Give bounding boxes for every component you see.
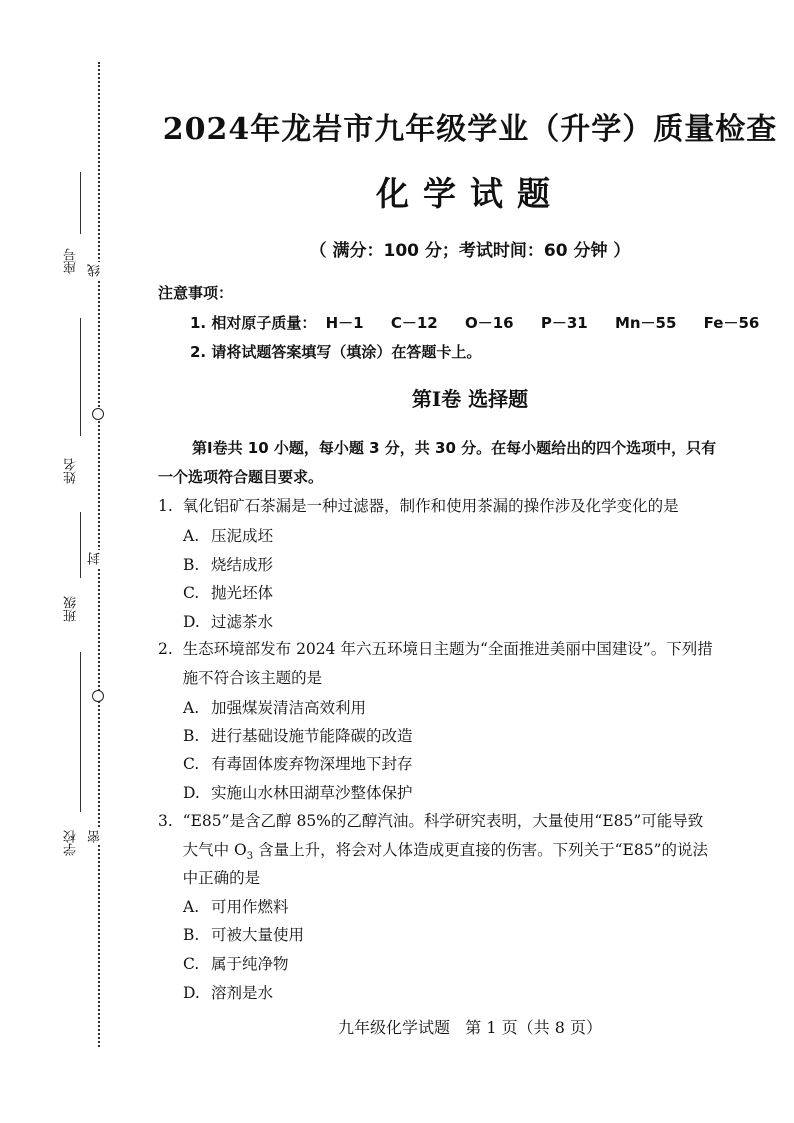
section-intro-line-2: 一个选项符合题目要求。	[158, 468, 324, 486]
seal-secret-char: 密	[88, 830, 103, 843]
page-footer: 九年级化学试题 第 1 页（共 8 页）	[338, 1018, 602, 1037]
section-intro-line-1: 第Ⅰ卷共 10 小题，每小题 3 分，共 30 分。在每小题给出的四个选项中，只有	[192, 439, 717, 457]
notice-heading: 注意事项：	[158, 284, 234, 302]
question-3-option-b: B. 可被大量使用	[183, 926, 305, 944]
atom-mass: H－1	[325, 314, 364, 332]
binding-circle-mark	[92, 408, 104, 420]
question-1-option-a: A. 压泥成坯	[183, 527, 274, 545]
atom-mass: Mn－55	[614, 314, 677, 332]
school-label: 学校	[64, 830, 79, 856]
question-3-option-d: D. 溶剂是水	[183, 984, 274, 1002]
question-1-option-d: D. 过滤茶水	[183, 613, 274, 631]
question-3-option-a: A. 可用作燃料	[183, 898, 289, 916]
seal-seal-char: 封	[88, 552, 103, 565]
name-label: 姓名	[64, 458, 79, 484]
seat-label: 座号	[64, 248, 79, 274]
class-fill-line	[80, 512, 81, 578]
question-3-stem-line-2: 大气中 $O_3$ 含量上升，将会对人体造成更直接的伤害。下列关于“E85”的说法	[158, 841, 708, 863]
question-2-option-a: A. 加强煤炭清洁高效利用	[183, 699, 367, 717]
atom-mass: C－12	[390, 314, 438, 332]
question-2-option-b: B. 进行基础设施节能降碳的改造	[183, 727, 413, 745]
question-1-option-c: C. 抛光坯体	[183, 584, 274, 602]
question-2-option-d: D. 实施山水林田湖草沙整体保护	[183, 784, 413, 802]
seal-line-char: 线	[88, 264, 103, 277]
notice-item-1	[190, 312, 781, 333]
class-label: 班级	[64, 596, 79, 622]
question-1-stem: 1. 氧化铝矿石茶漏是一种过滤器，制作和使用茶漏的操作涉及化学变化的是	[158, 497, 679, 515]
exam-title: 2024年龙岩市九年级学业（升学）质量检查	[162, 112, 778, 147]
question-2-option-c: C. 有毒固体废弃物深埋地下封存	[183, 755, 413, 773]
atom-mass: P－31	[540, 314, 588, 332]
section-title: 第Ⅰ卷 选择题	[411, 387, 529, 411]
subject-title: 化学试题	[376, 174, 564, 213]
seat-fill-line	[80, 172, 81, 234]
binding-circle-mark	[92, 690, 104, 702]
name-fill-line	[80, 318, 81, 436]
question-3-stem-line-1: 3. “E85”是含乙醇 85%的乙醇汽油。科学研究表明，大量使用“E85”可能导致	[158, 812, 704, 830]
notice-item-2: 2. 请将试题答案填写（填涂）在答题卡上。	[190, 343, 482, 361]
atom-mass: Fe－56	[703, 314, 760, 332]
atom-mass: O－16	[464, 314, 514, 332]
question-2-stem-line-1: 2. 生态环境部发布 2024 年六五环境日主题为“全面推进美丽中国建设”。下列措	[158, 640, 713, 658]
question-3-stem-line-3: 中正确的是	[158, 869, 261, 887]
school-fill-line	[80, 652, 81, 812]
question-3-option-c: C. 属于纯净物	[183, 955, 289, 973]
question-2-stem-line-2: 施不符合该主题的是	[158, 669, 323, 687]
score-time-info: （ 满分：100 分；考试时间：60 分钟 ）	[309, 241, 631, 261]
question-1-option-b: B. 烧结成形	[183, 556, 274, 574]
notice-item-1-prefix: 1. 相对原子质量：	[190, 314, 317, 332]
